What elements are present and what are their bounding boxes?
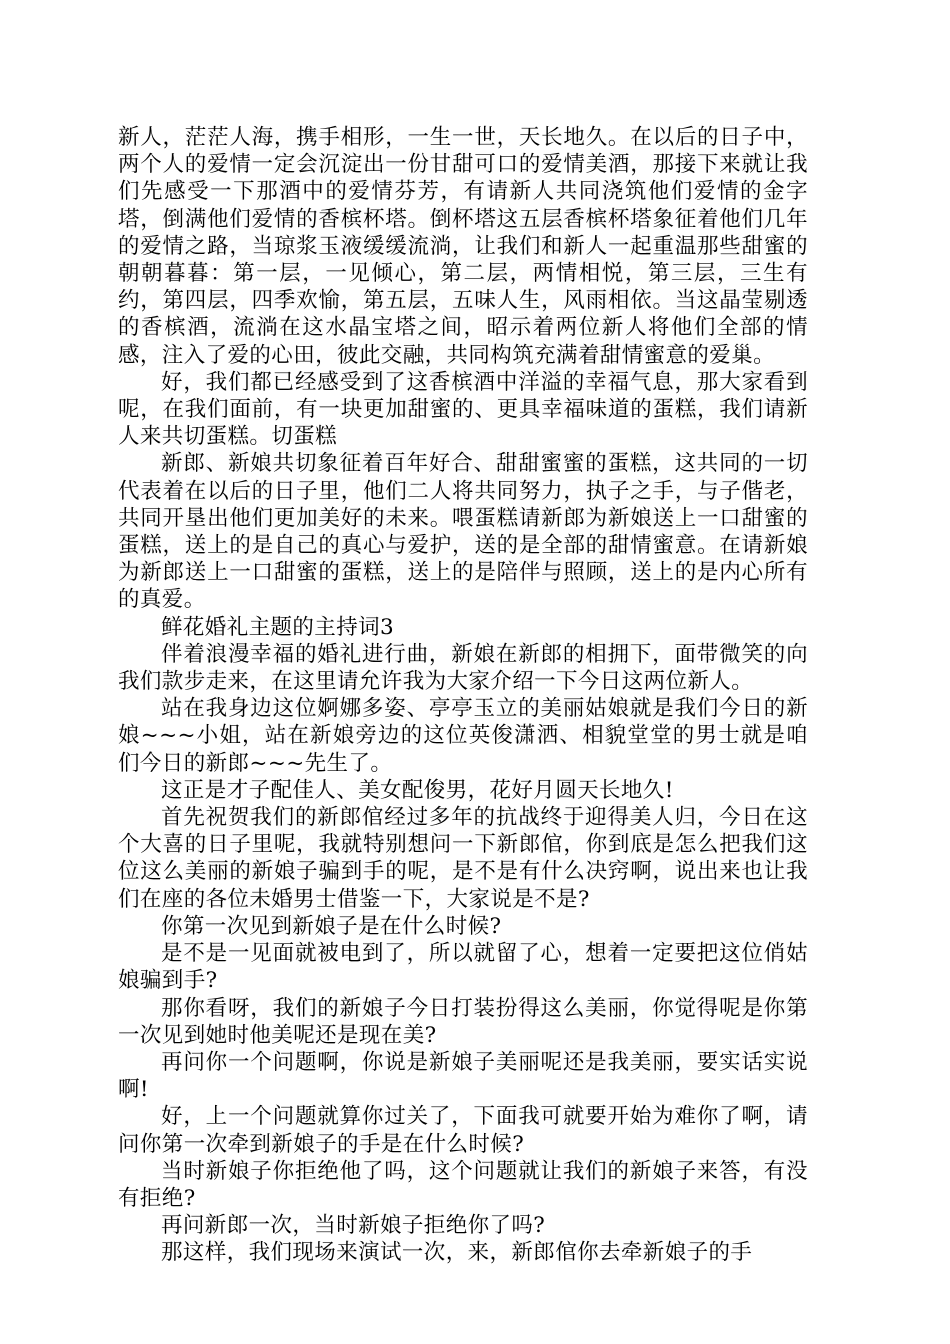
section-heading: 鲜花婚礼主题的主持词3 — [161, 614, 395, 640]
paragraph-continuation: 新人，茫茫人海，携手相形，一生一世，天长地久。在以后的日子中，两个人的爱情一定会沉淀出一份甘甜可口的爱情美酒，那接下来就让我们先感受一下那酒中的爱情芬芳，有请新人共同浇筑他们爱情的金字塔，倒满他们爱情的香槟杯塔。倒杯塔这五层香槟杯塔象征着他们几年的爱情之路，当琼浆玉液缓缓流淌，让我们和新人一起重温那些甜蜜的朝朝暮暮：第一层，一见倾心，第二层，两情相悦，第三层，三生有约，第四层，四季欢愉，第五层，五味人生，风雨相依。当这晶莹剔透的香槟酒，流淌在这水晶宝塔之间，昭示着两位新人将他们全部的情感，注入了爱的心田，彼此交融，共同构筑充满着甜情蜜意的爱巢。 — [118, 125, 808, 368]
paragraph: 站在我身边这位婀娜多姿、亭亭玉立的美丽姑娘就是我们今日的新娘~~~小姐，站在新娘旁边的这位英俊潇洒、相貌堂堂的男士就是咱们今日的新郎~~~先生了。 — [118, 696, 808, 776]
paragraph: 伴着浪漫幸福的婚礼进行曲，新娘在新郎的相拥下，面带微笑的向我们款步走来，在这里请允许我为大家介绍一下今日这两位新人。 — [118, 641, 808, 695]
paragraph: 那你看呀，我们的新娘子今日打装扮得这么美丽，你觉得呢是你第一次见到她时他美呢还是现在美? — [118, 995, 808, 1048]
paragraph: 再问你一个问题啊，你说是新娘子美丽呢还是我美丽，要实话实说啊! — [118, 1049, 808, 1103]
paragraph: 这正是才子配佳人、美女配俊男，花好月圆天长地久! — [161, 777, 674, 803]
paragraph: 当时新娘子你拒绝他了吗，这个问题就让我们的新娘子来答，有没有拒绝? — [118, 1158, 808, 1211]
document-body — [118, 124, 808, 1267]
paragraph: 好，我们都已经感受到了这香槟酒中洋溢的幸福气息，那大家看到呢，在我们面前，有一块更加甜蜜的、更具幸福味道的蛋糕，我们请新人来共切蛋糕。切蛋糕 — [118, 369, 808, 450]
paragraph: 是不是一见面就被电到了，所以就留了心，想着一定要把这位俏姑娘骗到手? — [118, 941, 808, 994]
paragraph: 你第一次见到新娘子是在什么时候? — [161, 913, 502, 939]
paragraph: 新郎、新娘共切象征着百年好合、甜甜蜜蜜的蛋糕，这共同的一切代表着在以后的日子里，他们二人将共同努力，执子之手，与子偕老，共同开垦出他们更加美好的未来。喂蛋糕请新郎为新娘送上一口甜蜜的蛋糕，送上的是自己的真心与爱护，送的是全部的甜情蜜意。在请新娘为新郎送上一口甜蜜的蛋糕，送上的是陪伴与照顾，送上的是内心所有的真爱。 — [118, 451, 808, 613]
paragraph: 那这样，我们现场来演试一次，来，新郎倌你去牵新娘子的手 — [161, 1240, 753, 1266]
paragraph: 好，上一个问题就算你过关了，下面我可就要开始为难你了啊，请问你第一次牵到新娘子的手是在什么时候? — [118, 1104, 808, 1157]
paragraph: 再问新郎一次，当时新娘子拒绝你了吗? — [161, 1213, 546, 1239]
paragraph: 首先祝贺我们的新郎倌经过多年的抗战终于迎得美人归，今日在这个大喜的日子里呢，我就特别想问一下新郎倌，你到底是怎么把我们这位这么美丽的新娘子骗到手的呢，是不是有什么决窍啊，说出来也让我们在座的各位未婚男士借鉴一下，大家说是不是? — [118, 805, 808, 912]
